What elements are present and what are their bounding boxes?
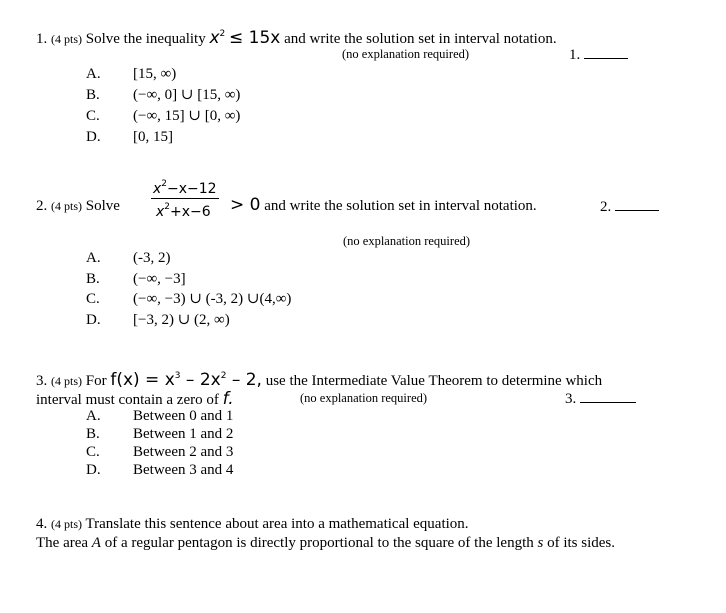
q2-gt-zero: > 0 [230,195,261,215]
q4-var-s: s [537,535,544,551]
q3-minus2x: – 2x [180,370,221,390]
q2-option-d[interactable]: [−3, 2) ∪ (2, ∞) [133,312,230,328]
q4-line2-a: The area [36,535,89,551]
q1-option-d[interactable]: [0, 15] [133,129,173,145]
q1-note: (no explanation required) [342,47,470,61]
q3-answer[interactable] [565,391,636,407]
q4-var-a: A [91,535,101,551]
q3-exp2: 2 [220,371,227,381]
q3-text-after: use the Intermediate Value Theorem to determine which [265,373,603,389]
q1-option-c[interactable]: (−∞, 15] ∪ [0, ∞) [133,108,241,124]
q3-option-d[interactable]: Between 3 and 4 [133,462,234,478]
q3-answer-label: 3. [565,391,577,407]
q1-option-c-letter: C. [86,108,100,124]
q2-option-a[interactable]: (-3, 2) [133,250,171,266]
q2-points: (4 pts) [51,199,82,213]
q1-answer-blank[interactable] [584,47,628,59]
q2-answer-label: 2. [600,199,612,215]
q2-number: 2. [36,198,48,214]
q3-function [110,370,262,390]
q2-option-b[interactable]: (−∞, −3] [133,271,186,287]
q3-minus2: – 2, [226,370,262,390]
q1-text-before: Solve the inequality [85,31,206,47]
q3-option-a[interactable]: Between 0 and 1 [133,408,234,424]
q3-option-c-letter: C. [86,444,100,460]
q2-rest [230,197,537,214]
q2-text-before: Solve [85,198,120,214]
q3-option-c[interactable]: Between 2 and 3 [133,444,234,460]
q1-text-after: and write the solution set in interval notation. [284,31,557,47]
q1-option-d-letter: D. [86,129,101,145]
q2-note: (no explanation required) [343,234,471,248]
q2-option-b-letter: B. [86,271,100,287]
q4-line2-b: of a regular pentagon is directly proportional to the square of the length [104,535,534,551]
q3-note: (no explanation required) [300,391,428,405]
q2-den-rest: +x−6 [170,204,211,220]
q2-option-d-letter: D. [86,312,101,328]
q1-number: 1. [36,31,48,47]
q3-points: (4 pts) [51,374,82,388]
q2-answer[interactable] [600,199,659,215]
q3-f-expr: f(x) = x [110,370,175,390]
q2-fraction-bar [151,198,219,199]
q1-math-var: x [209,28,220,48]
q2-option-a-letter: A. [86,250,101,266]
q2-den-var: x [156,204,165,220]
q1-option-a[interactable]: [15, ∞) [133,66,177,82]
q1-prompt [36,30,557,47]
q1-answer-label: 1. [569,47,581,63]
q1-option-b-letter: B. [86,87,100,103]
q3-option-b[interactable]: Between 1 and 2 [133,426,234,442]
q3-prompt [36,372,602,389]
q2-num-rest: −x−12 [167,181,217,197]
q3-line2-f: f. [222,389,234,409]
q2-option-c[interactable]: (−∞, −3) ∪ (-3, 2) ∪(4,∞) [133,291,292,307]
q2-numerator [153,179,217,197]
q3-number: 3. [36,373,48,389]
q3-line2-text: interval must contain a zero of [36,392,219,408]
q4-prompt [36,517,469,532]
q4-text: Translate this sentence about area into a mathematical equation. [85,516,469,532]
q2-num-var: x [153,181,162,197]
q2-lead [36,199,120,214]
q2-answer-blank[interactable] [615,199,659,211]
q3-answer-blank[interactable] [580,391,636,403]
q2-den-exp: 2 [164,202,171,212]
q3-line2 [36,391,234,408]
q3-option-b-letter: B. [86,426,100,442]
q1-option-a-letter: A. [86,66,101,82]
q3-text-before: For [85,373,107,389]
q1-math-exp: 2 [219,29,226,39]
q2-denominator [156,202,211,220]
q3-option-d-letter: D. [86,462,101,478]
q1-math-rest: ≤ 15x [229,28,281,48]
q3-exp3: 3 [174,371,181,381]
q1-option-b[interactable]: (−∞, 0] ∪ [15, ∞) [133,87,241,103]
q2-option-c-letter: C. [86,291,100,307]
q1-points: (4 pts) [51,32,82,46]
q2-text-after: and write the solution set in interval notation. [264,198,537,214]
q4-line2 [36,536,615,551]
q4-line2-c: of its sides. [547,535,616,551]
q4-points: (4 pts) [51,517,82,531]
q1-answer[interactable] [569,47,628,63]
q2-num-exp: 2 [161,179,168,189]
q4-number: 4. [36,516,48,532]
q3-option-a-letter: A. [86,408,101,424]
